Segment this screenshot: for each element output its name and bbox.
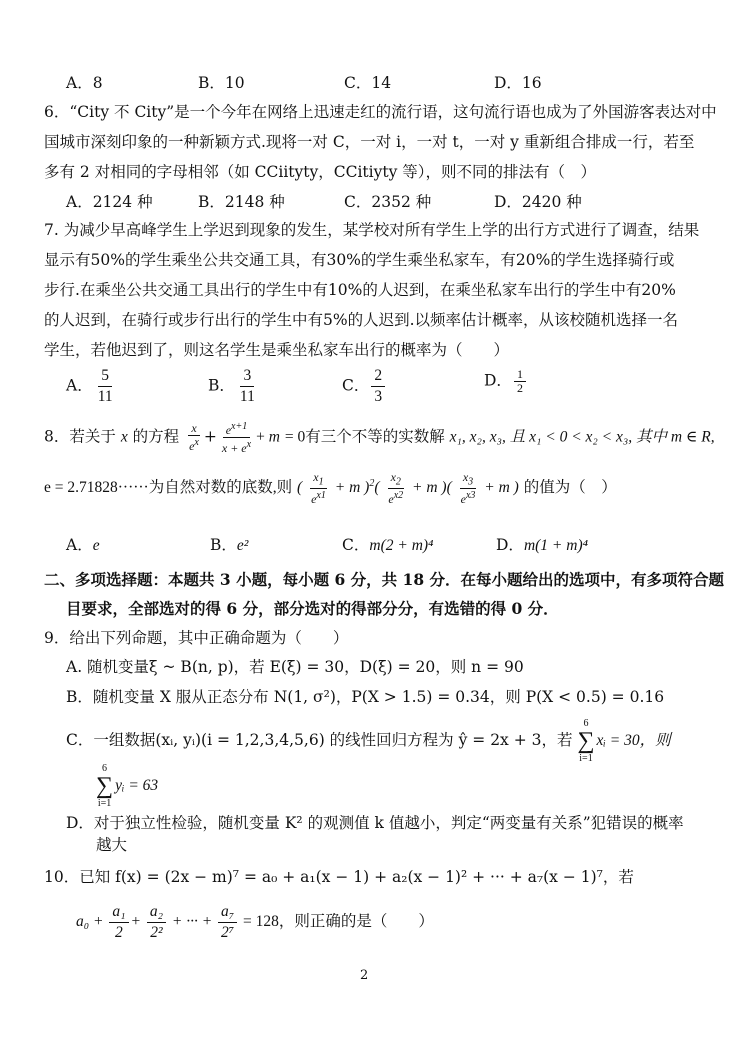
q10-frac3-num: a₇ [218,902,237,923]
q8-option-c-label: C． [342,536,370,554]
q7-line-1: 7. 为减少早高峰学生上学迟到现象的发生，某学校对所有学生上学的出行方式进行了调查，结果 [44,221,700,239]
q10-line-1: 10．已知 f(x) = (2x − m)⁷ = a₀ + a₁(x − 1) + a₂(x − 1)² + ··· + a₇(x − 1)⁷，若 [44,868,634,886]
q8-option-c[interactable] [342,533,433,555]
q7-option-d-num: 1 [514,368,526,382]
q9-sum-y-bottom: i=1 [97,798,112,809]
q6-option-d[interactable]: D．2420 种 [494,193,582,211]
page-number: 2 [360,968,369,983]
q9-sum-y: 6 ∑ i=1 [96,763,114,809]
q9-sum-x-bottom: i=1 [579,753,593,764]
q7-option-c-den: 3 [374,388,383,405]
q7-option-a-label: A． [66,376,93,395]
q9-option-d-line-2: 越大 [96,836,128,854]
q8-line-1: 8．若关于 x 的方程 $\frac{x}{e^x}$ + $\frac{e^{x+1}}{x + e^x}$ + m = 0有三个不等的实数解 x₁, x₂, x₃, 且 x₁ < 0 < x₂ < x₃, 其中 m ∈ R, [44,421,715,455]
q6-line-1: 6．“City 不 City”是一个今年在网络上迅速走红的流行语，这句流行语也成为了外国游客表达对中 [44,103,717,121]
q7-line-5: 学生，若他迟到了，则这名学生是乘坐私家车出行的概率为（ ） [44,341,510,359]
q8-option-b-label: B． [210,536,237,554]
q8-fraction-1: $\frac{x}{e^x}$ [189,421,199,453]
q8-option-d-value: m(1 + m)⁴ [523,537,588,554]
q9-option-c-line-2 [96,763,158,809]
q10-frac1-den: 2 [115,924,123,941]
q8-mid: 的方程 [132,427,180,446]
q10-dots: + ··· + [171,913,213,931]
q8-option-a[interactable] [66,533,100,555]
q7-option-d-label: D． [484,371,512,390]
q10-line-2: a₀ + $\frac{\text{a₁}}{2}$ + $\frac{\text{a₂}}{\text{2²}}$ + ··· + $\frac{\text{a₇}}{\text{2⁷}}$ = 128，则正确的是（ ） [76,903,434,941]
q9-stem: 9．给出下列命题，其中正确命题为（ ） [44,629,349,647]
q9-option-b[interactable]: B．随机变量 X 服从正态分布 N(1, σ²)，P(X > 1.5) = 0.34，则 P(X < 0.5) = 0.16 [66,688,665,706]
q8-option-d-label: D． [496,536,524,554]
q8-prefix: 8．若关于 [44,427,116,446]
q8-option-b-value: e² [236,537,249,554]
q7-option-b-label: B． [208,376,235,395]
q5-option-d[interactable]: D．16 [494,74,542,92]
q8-solutions: x₁, x₂, x₃, 且 x₁ < 0 < x₂ < x₃, 其中 m ∈ R, [449,428,715,446]
q9-option-d[interactable]: D．对于独立性检验，随机变量 K² 的观测值 k 值越小，判定“两变量有关系”犯错误的概率 [66,814,684,832]
q7-option-b-num: 3 [240,366,254,387]
q9-option-c-text: C．一组数据(xᵢ, yᵢ)(i = 1,2,3,4,5,6) 的线性回归方程为 ŷ = 2x + 3，若 [66,731,573,749]
q6-option-b[interactable]: B．2148 种 [198,193,285,211]
q10-frac2-num: a₂ [147,902,166,923]
q6-option-a[interactable]: A．2124 种 [66,193,153,211]
q8-product-expression: ( $\frac{x_1}{e^{x1}}$ + m )$^2$( $\frac{x_2}{e^{x2}}$ + m )( $\frac{x_3}{e^{x3}}$ + m ) [297,469,519,507]
q7-option-c[interactable] [342,366,387,407]
q7-option-c-num: 2 [371,366,385,387]
q10-a0: a₀ + [76,913,104,931]
q6-line-3: 多有 2 对相同的字母相邻（如 CCiityty，CCitiyty 等），则不同的排法有（ ） [44,163,597,181]
q10-frac3-den: 2⁷ [221,924,235,941]
q7-line-2: 显示有50%的学生乘坐公共交通工具，有30%的学生乘坐私家车，有20%的学生选择骑行或 [44,251,675,269]
q7-option-d-den: 2 [516,381,523,395]
q5-option-a[interactable]: A．8 [66,74,103,92]
q8-option-a-value: e [92,537,100,554]
q8-line-2 [44,469,617,506]
q9-option-c-sum-x: xᵢ = 30，则 [596,732,671,749]
q5-option-b[interactable]: B．10 [198,74,245,92]
q7-option-a[interactable] [66,366,118,407]
q6-option-c[interactable]: C．2352 种 [344,193,432,211]
q10-frac1-num: a₁ [109,902,128,923]
q8-question-tail: 的值为（ ） [523,478,617,497]
q8-option-c-value: m(2 + m)⁴ [369,537,434,554]
q5-option-c[interactable]: C．14 [344,74,392,92]
section2-heading-2: 目要求，全部选对的得 6 分，部分选对的得部分分，有选错的得 0 分． [66,599,559,618]
q7-option-b-den: 11 [239,388,255,405]
q7-option-b[interactable] [208,366,260,407]
q7-option-a-num: 5 [98,366,112,387]
q7-line-3: 步行.在乘坐公共交通工具出行的学生中有10%的人迟到，在乘坐私家车出行的学生中有20% [44,281,676,299]
q9-option-a[interactable]: A. 随机变量ξ ~ B(n, p)，若 E(ξ) = 30，D(ξ) = 20，则 n = 90 [66,658,524,676]
q8-fraction-2: $\frac{e^{x+1}}{x + e^x}$ [221,421,252,455]
q8-eq-tail: = 0有三个不等的实数解 [284,428,445,446]
q8-var: x [120,428,128,446]
q9-option-c-sum-y: yᵢ = 63 [115,777,159,794]
q6-line-2: 国城市深刻印象的一种新颖方式.现将一对 C，一对 i，一对 t，一对 y 重新组合排成一行，若至 [44,133,695,151]
q7-line-4: 的人迟到，在骑行或步行出行的学生中有5%的人迟到.以频率估计概率，从该校随机选择一名 [44,311,679,329]
q9-sum-x-top: 6 [583,718,589,729]
q7-option-a-den: 11 [97,388,113,405]
q8-e-def: e = 2.71828······为自然对数的底数,则 [44,479,293,497]
q8-option-b[interactable] [210,533,248,555]
q9-option-c[interactable] [66,718,671,764]
q8-option-a-label: A． [66,536,93,554]
q10-question-tail: = 128，则正确的是（ ） [243,913,434,931]
section2-heading-1: 二、多项选择题：本题共 3 小题，每小题 6 分，共 18 分．在每小题给出的选项中，有多项符合题 [44,570,725,589]
q9-sum-x: 6 ∑ i=1 [577,718,595,764]
q7-option-d[interactable] [484,368,528,395]
q9-sum-y-top: 6 [102,763,108,774]
q7-option-c-label: C． [342,376,370,395]
q8-option-d[interactable] [496,533,588,555]
q10-frac2-den: 2² [150,924,163,941]
